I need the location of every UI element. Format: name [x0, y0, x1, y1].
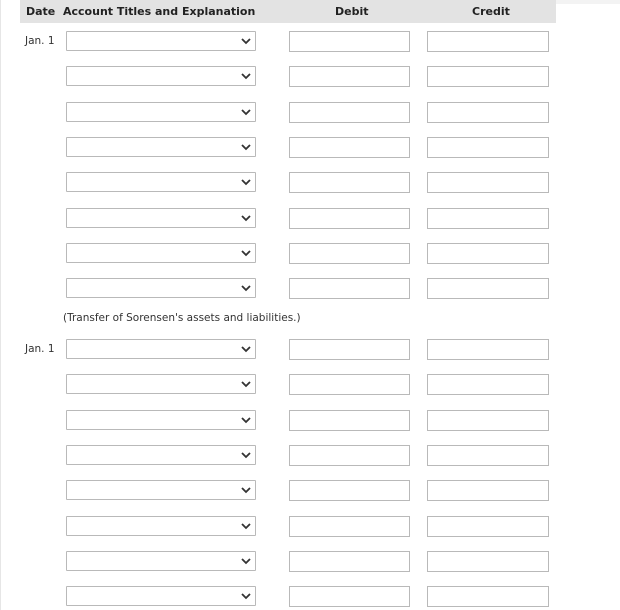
chevron-down-icon [241, 523, 251, 530]
debit-input[interactable] [289, 551, 410, 572]
credit-input[interactable] [427, 551, 549, 572]
journal-line [0, 208, 620, 230]
debit-input[interactable] [289, 410, 410, 431]
chevron-down-icon [241, 381, 251, 388]
credit-input[interactable] [427, 410, 549, 431]
account-select[interactable] [66, 172, 256, 192]
credit-input[interactable] [427, 480, 549, 501]
debit-input[interactable] [289, 516, 410, 537]
header-date: Date [26, 5, 56, 18]
chevron-down-icon [241, 558, 251, 565]
credit-input[interactable] [427, 31, 549, 52]
debit-input[interactable] [289, 243, 410, 264]
chevron-down-icon [241, 452, 251, 459]
credit-input[interactable] [427, 66, 549, 87]
chevron-down-icon [241, 285, 251, 292]
account-select[interactable] [66, 551, 256, 571]
credit-input[interactable] [427, 137, 549, 158]
chevron-down-icon [241, 144, 251, 151]
credit-input[interactable] [427, 172, 549, 193]
credit-input[interactable] [427, 278, 549, 299]
credit-input[interactable] [427, 374, 549, 395]
account-select[interactable] [66, 208, 256, 228]
top-shade [556, 0, 620, 4]
journal-line [0, 445, 620, 467]
account-select[interactable] [66, 586, 256, 606]
debit-input[interactable] [289, 480, 410, 501]
chevron-down-icon [241, 179, 251, 186]
debit-input[interactable] [289, 66, 410, 87]
chevron-down-icon [241, 215, 251, 222]
credit-input[interactable] [427, 339, 549, 360]
journal-line [0, 66, 620, 88]
account-select[interactable] [66, 374, 256, 394]
account-select[interactable] [66, 410, 256, 430]
account-select[interactable] [66, 102, 256, 122]
debit-input[interactable] [289, 278, 410, 299]
journal-header [20, 0, 556, 23]
credit-input[interactable] [427, 586, 549, 607]
chevron-down-icon [241, 417, 251, 424]
header-debit: Debit [335, 5, 369, 18]
chevron-down-icon [241, 38, 251, 45]
debit-input[interactable] [289, 172, 410, 193]
debit-input[interactable] [289, 374, 410, 395]
credit-input[interactable] [427, 243, 549, 264]
entry-date: Jan. 1 [25, 35, 55, 47]
chevron-down-icon [241, 250, 251, 257]
chevron-down-icon [241, 487, 251, 494]
header-account: Account Titles and Explanation [63, 5, 256, 18]
debit-input[interactable] [289, 586, 410, 607]
debit-input[interactable] [289, 102, 410, 123]
journal-line [0, 586, 620, 608]
journal-line [0, 374, 620, 396]
account-select[interactable] [66, 339, 256, 359]
debit-input[interactable] [289, 137, 410, 158]
debit-input[interactable] [289, 339, 410, 360]
entry-explanation: (Transfer of Sorensen's assets and liabilities.) [63, 312, 301, 324]
journal-line [0, 243, 620, 265]
journal-line [0, 551, 620, 573]
account-select[interactable] [66, 445, 256, 465]
entry-date: Jan. 1 [25, 343, 55, 355]
journal-line [0, 31, 620, 53]
journal-line [0, 172, 620, 194]
chevron-down-icon [241, 73, 251, 80]
journal-line [0, 410, 620, 432]
journal-line [0, 137, 620, 159]
chevron-down-icon [241, 593, 251, 600]
credit-input[interactable] [427, 445, 549, 466]
account-select[interactable] [66, 278, 256, 298]
credit-input[interactable] [427, 208, 549, 229]
journal-line [0, 516, 620, 538]
debit-input[interactable] [289, 208, 410, 229]
journal-line [0, 339, 620, 361]
chevron-down-icon [241, 109, 251, 116]
account-select[interactable] [66, 31, 256, 51]
header-credit: Credit [472, 5, 510, 18]
account-select[interactable] [66, 137, 256, 157]
account-select[interactable] [66, 243, 256, 263]
debit-input[interactable] [289, 445, 410, 466]
chevron-down-icon [241, 346, 251, 353]
journal-line [0, 278, 620, 300]
account-select[interactable] [66, 480, 256, 500]
credit-input[interactable] [427, 516, 549, 537]
account-select[interactable] [66, 66, 256, 86]
account-select[interactable] [66, 516, 256, 536]
debit-input[interactable] [289, 31, 410, 52]
credit-input[interactable] [427, 102, 549, 123]
journal-line [0, 480, 620, 502]
journal-line [0, 102, 620, 124]
